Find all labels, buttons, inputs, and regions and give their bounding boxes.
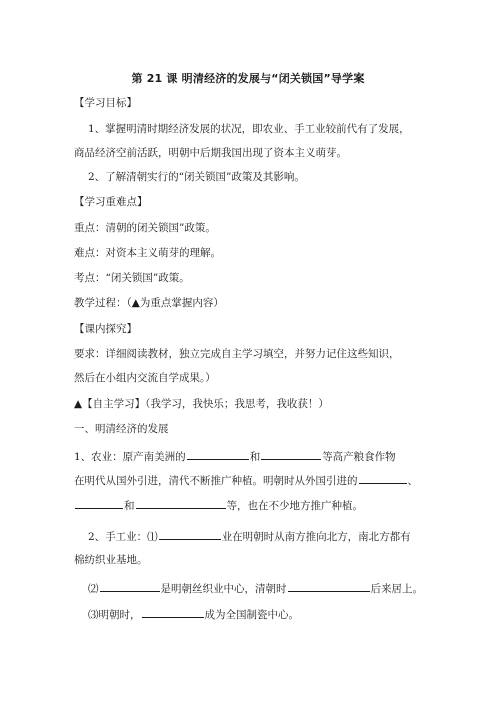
question-2-part-2-b: 是明朝丝织业中心，清朝时 [160, 583, 287, 595]
difficulty-point: 难点：对资本主义萌芽的理解。 [74, 247, 221, 259]
question-1-text-c: 等高产粮食作物 [322, 451, 396, 463]
blank-crop-4[interactable] [75, 497, 123, 509]
section-1-heading: 一、明清经济的发展 [74, 423, 169, 435]
question-1-text-b: 和 [249, 451, 261, 463]
question-2-line-1 [88, 528, 411, 544]
question-2-line-2: 棉纺织业基地。 [74, 554, 148, 566]
question-1-text-a: 1、农业：原产南美洲的 [74, 451, 186, 463]
goal-2: 2、了解清朝实行的“闭关锁国”政策及其影响。 [88, 171, 305, 183]
document-title: 第 21 课 明清经济的发展与“闭关锁国”导学案 [131, 72, 365, 85]
question-2-text-b: 业在明朝时从南方推向北方，南北方都有 [221, 531, 411, 543]
blank-silk-center[interactable] [100, 580, 160, 592]
question-1-line-3 [74, 497, 363, 513]
question-1-line-2 [74, 472, 418, 488]
blank-crop-2[interactable] [261, 448, 321, 460]
blank-handicraft-1[interactable] [159, 528, 221, 540]
question-2-part-2-c: 后来居上。 [370, 583, 423, 595]
teaching-process: 教学过程：（▲为重点掌握内容） [74, 297, 224, 309]
question-1-line-1 [74, 448, 396, 464]
requirement-line-1: 要求：详细阅读教材，独立完成自主学习填空，并努力记住这些知识， [74, 348, 400, 360]
inquiry-header: 【课内探究】 [74, 323, 137, 335]
goals-header: 【学习目标】 [74, 97, 137, 109]
question-2-text-a: 2、手工业：⑴ [88, 531, 158, 543]
self-study-header: ▲【自主学习】（我学习，我快乐；我思考，我收获！） [74, 398, 329, 410]
question-2-part-2 [88, 580, 423, 596]
key-point: 重点：清朝的闭关锁国”政策。 [74, 222, 216, 234]
question-1-line-2-text: 在明代从国外引进，清代不断推广种植。明朝时从外国引进的 [74, 475, 358, 487]
question-1-separator: 、 [407, 475, 418, 487]
question-1-line-3-and: 和 [124, 500, 135, 512]
blank-qing-silk[interactable] [288, 580, 370, 592]
goal-1-line-2: 商品经济空前活跃，明朝中后期我国出现了资本主义萌芽。 [74, 147, 347, 159]
question-1-line-3-text: 等，也在不少地方推广种植。 [226, 500, 363, 512]
question-2-part-3-b: 成为全国制瓷中心。 [204, 609, 299, 621]
blank-crop-5[interactable] [136, 497, 226, 509]
blank-crop-1[interactable] [187, 448, 249, 460]
question-2-part-3-a: ⑶明朝时， [88, 609, 141, 621]
goal-1-line-1: 1、掌握明清时期经济发展的状况，即农业、手工业较前代有了发展， [88, 123, 410, 135]
blank-porcelain-center[interactable] [142, 606, 204, 618]
blank-crop-3[interactable] [359, 472, 407, 484]
question-2-part-3 [88, 606, 299, 622]
key-points-header: 【学习重难点】 [74, 196, 148, 208]
requirement-line-2: 然后在小组内交流自学成果。） [74, 372, 216, 384]
exam-point: 考点：“闭关锁国”政策。 [74, 272, 190, 284]
question-2-part-2-a: ⑵ [88, 583, 99, 595]
